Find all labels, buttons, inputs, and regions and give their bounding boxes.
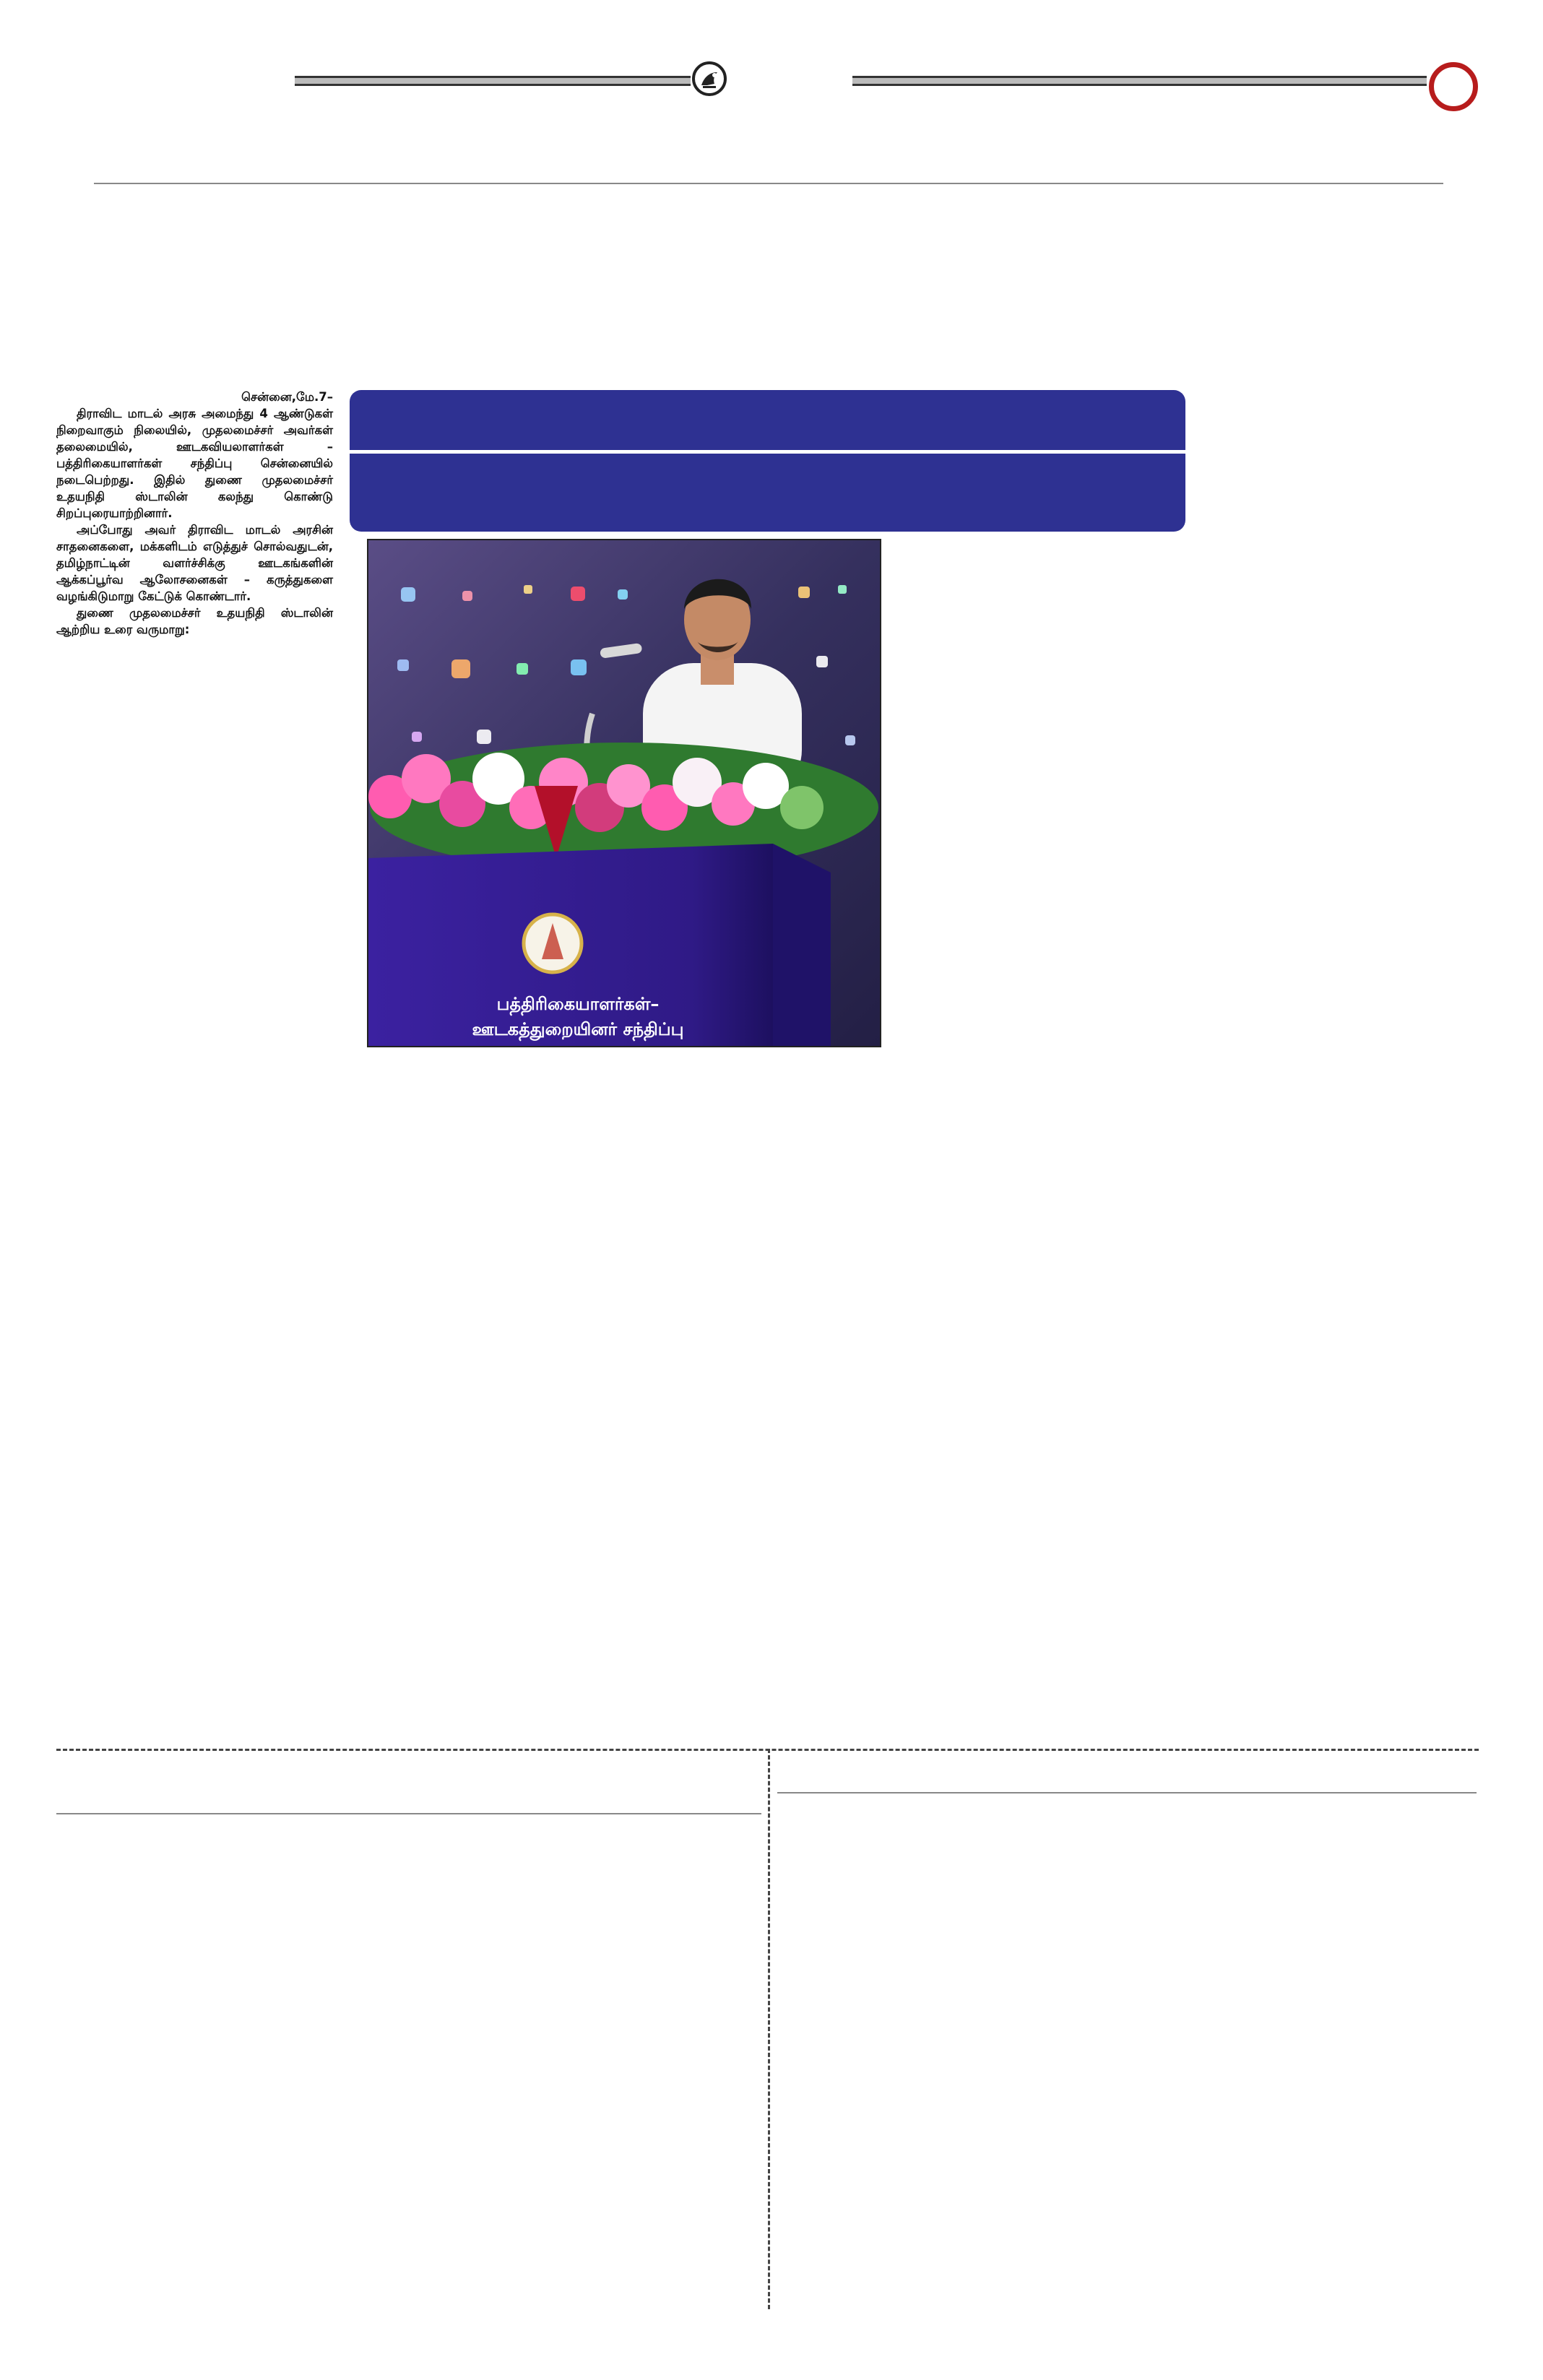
article-dateline: சென்னை,மே.7– — [241, 390, 333, 404]
lower-column-dashed-divider — [768, 1749, 770, 2309]
header-divider — [94, 183, 1443, 184]
article-paragraph: திராவிட மாடல் அரசு அமைந்து 4 ஆண்டுகள் நிறைவாகும் நிலையில், முதலமைச்சர் அவர்கள் தலைமையில், ஊடகவியலாளர்கள் – பத்திரிகையாளர்கள் சந்திப்பு சென்னையில் நடைபெற்றது. இதில் துணை முதலமைச்சர் உதயநிதி ஸ்டாலின் கலந்து கொண்டு சிறப்புரையாற்றினார். — [56, 407, 333, 520]
podium-text-line2: ஊடகத்துறையினர் சந்திப்பு — [472, 1019, 684, 1039]
podium-text-line1: பத்திரிகையாளர்கள்– — [496, 994, 660, 1014]
headline-banner-bottom — [350, 454, 1185, 532]
lower-right-rule — [777, 1792, 1477, 1793]
headline-banner-top — [350, 390, 1185, 450]
masthead-logo — [692, 61, 727, 96]
headline-banner — [350, 390, 1185, 532]
lamp-icon — [697, 66, 722, 91]
article-paragraph: அப்போது அவர் திராவிட மாடல் அரசின் சாதனைகளை, மக்களிடம் எடுத்துச் சொல்வதுடன், தமிழ்நாட்டின் வளர்ச்சிக்கு ஊடகங்களின் ஆக்கப்பூர்வ ஆலோசனைகள் – கருத்துகளை வழங்கிடுமாறு கேட்டுக் கொண்டார். — [56, 523, 333, 603]
masthead-rule-left — [295, 76, 691, 86]
article-paragraph: துணை முதலமைச்சர் உதயநிதி ஸ்டாலின் ஆற்றிய உரை வருமாறு: — [56, 606, 333, 636]
speaker-at-podium-image — [368, 540, 880, 1046]
lower-left-rule — [56, 1813, 761, 1814]
masthead-rule-right — [852, 76, 1427, 86]
page-number-badge — [1429, 62, 1478, 111]
article-body — [56, 389, 333, 638]
news-photo — [367, 539, 881, 1047]
